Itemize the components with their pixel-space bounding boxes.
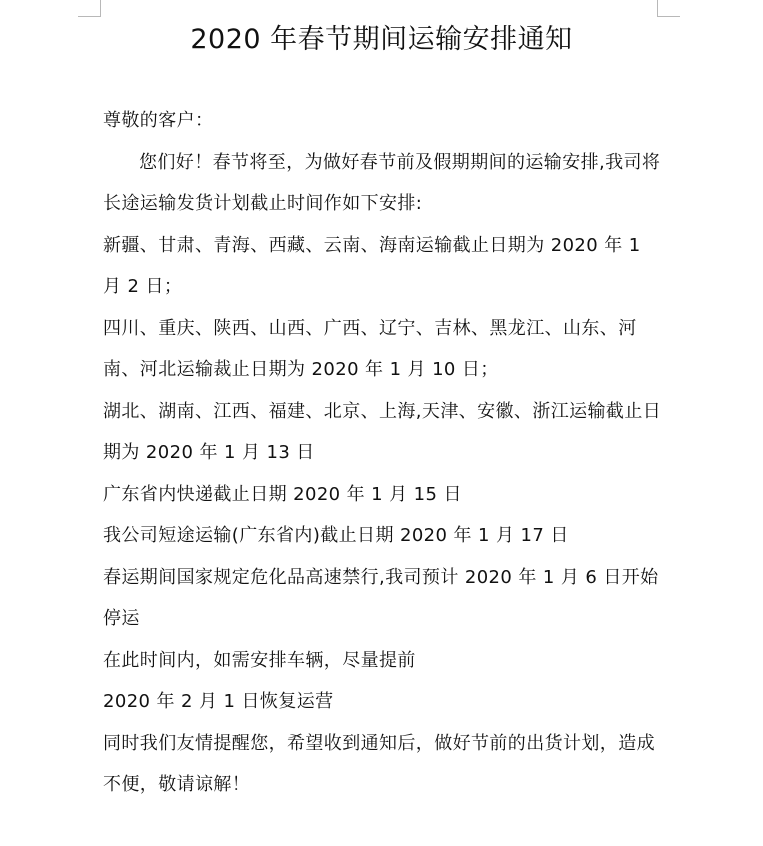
advance-booking-note: 在此时间内，如需安排车辆，尽量提前 xyxy=(103,649,416,671)
closing-paragraph: 同时我们友情提醒您，希望收到通知后，做好节前的出货计划，造成不便，敬请谅解！ xyxy=(103,732,655,795)
deadline-item-east: 湖北、湖南、江西、福建、北京、上海,天津、安徽、浙江运输截止日期为 2020 年 1 月 13 日 xyxy=(103,400,662,463)
hazmat-notice: 春运期间国家规定危化品高速禁行,我司预计 2020 年 1 月 6 日开始停运 xyxy=(103,566,659,629)
deadline-item-guangdong-express: 广东省内快递截止日期 2020 年 1 月 15 日 xyxy=(103,483,462,505)
document-body xyxy=(103,100,663,806)
page-corner-mark-top-right xyxy=(657,0,680,17)
intro-paragraph: 您们好！春节将至，为做好春节前及假期期间的运输安排,我司将长途运输发货计划截止时间作如下安排: xyxy=(103,151,661,214)
resume-date: 2020 年 2 月 1 日恢复运营 xyxy=(103,691,334,712)
page-title: 2020 年春节期间运输安排通知 xyxy=(190,24,573,55)
deadline-item-central: 四川、重庆、陕西、山西、广西、辽宁、吉林、黑龙江、山东、河南、河北运输裁止日期为 2020 年 1 月 10 日； xyxy=(103,317,637,380)
salutation: 尊敬的客户： xyxy=(103,110,214,131)
page-corner-mark-top-left xyxy=(78,0,101,17)
deadline-item-short-haul: 我公司短途运输(广东省内)截止日期 2020 年 1 月 17 日 xyxy=(103,525,569,546)
deadline-item-northwest: 新疆、甘肃、青海、西藏、云南、海南运输截止日期为 2020 年 1 月 2 日； xyxy=(103,234,641,297)
